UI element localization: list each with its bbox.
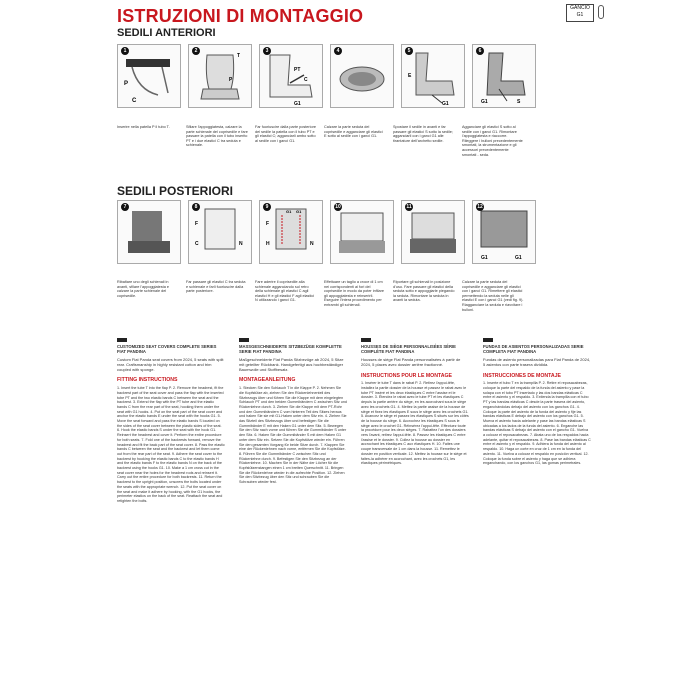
label-c: C [195, 241, 199, 247]
caption-3: Far fuoriuscire dalla parte posteriore del sedile la patella con il tubo PT e gli elastici C; agganciarli ambo sotto al sedile con i ganci G1. [255, 125, 316, 143]
page-title: ISTRUZIONI DI MONTAGGIO [117, 6, 364, 26]
caption-4: Calzare la parte seduta del coprisedile e agganciare gli elastici E sotto al sedile con i ganci G1. [324, 125, 383, 139]
step-panel-9 [259, 200, 323, 264]
step-panel-11 [401, 200, 465, 264]
col-head: MASSGESCHNEIDERTE SITZBEZÜGE KOMPLETTE SERIE FIAT PANDINA [239, 344, 342, 354]
label-g1: G1 [442, 101, 449, 107]
caption-5: Spostare il sedile in avanti e far passare gli elastici S sotto la sedile; agganciarli con i ganci G1 alle tirantature dell'archetto sedile. [393, 125, 453, 143]
caption-2: Sfilare l'appoggiatesta, calzare la parte schienale del coprisedile e fare passare la patella con il tubo inserito PT e i due elastici C tra seduta e schienale. [186, 125, 248, 148]
col-h2: INSTRUCTIONS POUR LE MONTAGE [361, 372, 452, 379]
label-c: C [132, 98, 137, 104]
flag-icon [117, 338, 127, 342]
step-panel-3 [259, 44, 323, 108]
label-c: C [304, 77, 308, 83]
flag-icon [483, 338, 493, 342]
col-body: 1. Insérer le tube T dans le rabat P. 2. Retirez l'appui-tête, installez la partie dossier de la housse et passez le rabat avec le tube PT inséré et les deux élastiques C entre l'assise et le dossier. 3. Étendez le rabat avec le tube PT et les élastiques C depuis la partie arrière du siège, en les accrochant sous le siège avec les crochets G1. 4. Mettez la partie assise de la housse de siège et fixez les élastiques E sous le siège avec les crochets G1. 5. Avancez le siège et passez les élastiques S situés sur les côtés de la housse du siège. 6. Accrochez les élastiques S sous le siège avec le crochet G1. Réinsérez l'appui-tête. Effectuez toute la procédure pour les deux sièges. 7. Rabattez l'un des dossiers vers l'avant, retirez l'appui-tête. 8. Passez les élastiques C entre l'assise et le dossier. 9. Collez la housse au dossier en accrochant les élastiques C aux élastiques H. 10. Faites une coupe transversale de 1 cm dans la housse. 11. Remettez le dossier en position verticale. 12. Mettez la housse sur le siège et faites-la adhérer en accrochant, avec les crochets G1, les élastiques périmétriques. [361, 381, 469, 466]
label-e: E [408, 73, 412, 79]
step-number: 9 [263, 203, 271, 211]
seat-finished-illustration [473, 45, 535, 107]
col-sub: Fundas de asiento personalizadas para Fiat Panda de 2024, 5 asientos con parte trasera dividida. [483, 357, 591, 367]
step-panel-10 [330, 200, 394, 264]
label-g1: G1 [515, 255, 522, 261]
language-columns [117, 338, 594, 504]
gancio-code: G1 [576, 12, 584, 18]
label-f: F [266, 221, 270, 227]
rear-backrest-illustration [189, 201, 251, 263]
rear-bench-illustration [331, 201, 393, 263]
step-number: 10 [335, 204, 341, 210]
language-col-en [117, 338, 225, 504]
gancio-legend [566, 4, 594, 22]
label-g1: G1 [294, 101, 301, 107]
step-panel-4 [330, 44, 394, 108]
col-head: CUSTOMIZED SEAT COVERS COMPLETE SERIES FIAT PANDINA [117, 344, 217, 354]
step-panel-5 [401, 44, 465, 108]
flag-icon [239, 338, 249, 342]
label-n: N [310, 241, 314, 247]
caption-12: Calzare la parte seduta del coprisedile e agganciare gli elastici con i ganci G1. Rimettere gli elastici permettendo la seduta nelle gli elastici E con i ganci G1 (vedi fig. 9). Riagganciare la seduta e riavvitare i bulloni. [462, 280, 524, 312]
step-panel-8 [188, 200, 252, 264]
caption-7: Ribaltare uno degli schienali in avanti, sfilare l'appoggiatesta e calzare la parte schienale del coprisedile. [117, 280, 170, 298]
language-col-es [483, 338, 591, 504]
caption-8: Far passare gli elastici C tra seduta e schienale e farli fuoriuscire dalla parte posteriore. [186, 280, 246, 294]
col-body: 1. Insert the tube T into the flap P. 2. Remove the headrest, fit the backrest part of the seat cover and pass the flap with the inserted tube PT and the two elastic bands C between the seat and the backrest. 3. Extend the flap with the PT tube and the elastic bands C from the rear part of the seat, hooking them under the seat with G1 hooks. 4. Put on the seat part of the seat cover and anchor the elastic bands E under the seat with the hooks G1. 5. Move the seat forward and pass the elastic bands S located on the sides of the seat cover between the plastic sides of the seat. 6. Hook the elastic bands S under the seat with the hook G1. Reinsert the headrest and cover it. Perform the entire procedure for both seats. 7. Fold one of the backrests forward, remove the headrest and fit the back part of the seat cover. 8. Pass the elastic bands C between the seat and the backrest and let them come out from the rear part of the seat. 9. Adhere the seat cover to the backrest by hooking the elastic bands C to the elastic bands H and the elastic bands F to the elastic bands N on the back of the backrest using the hooks G1. 10. Make a 1 cm cross cut in the seat cover near the holes for the headrest rods and reinsert it. Carry out the entire procedure for both backrests. 11. Return the backrest to the upright position, unscrew the bolts located under the seats with the appropriate wrench. 12. Put the seat cover on the seat and make it adhere by hooking, with the G1 hooks, the perimeter elastics on the back of the seat. Reattach the seat and retighten the bolts. [117, 386, 225, 503]
rear-seat-illustration [118, 201, 180, 263]
rear-cushion-finished-illustration [473, 201, 535, 263]
section-title-rear: SEDILI POSTERIORI [117, 184, 234, 198]
step-number: 11 [406, 204, 412, 210]
caption-6: Agganciare gli elastici S sotto al sedile con i ganci G1. Rimontare l'appoggiatesta e riaccorre. Rileggere i bulloni precedentemente smontati, la strumentazione e gli accessori precedentemente smontati - seda. [462, 125, 523, 157]
col-head: FUNDAS DE ASIENTOS PERSONALIZADAS SERIE COMPLETA FIAT PANDINA [483, 344, 584, 354]
label-g1: G1 [286, 209, 292, 214]
caption-10: Effettuare un taglio a croce di 1 cm nei corrispondenti ai fori del coprisedile in modo da poter infilare gli appoggiatesta e reinserirli. Eseguire l'intera procedimento per entrambi gli schienali. [324, 280, 384, 307]
rear-captions [117, 280, 524, 312]
step-number: 4 [334, 47, 342, 55]
label-p: P [229, 77, 233, 83]
rear-cushion-illustration [402, 201, 464, 263]
label-n: N [239, 241, 243, 247]
seat-profile-illustration [402, 45, 464, 107]
seat-cushion-illustration [331, 45, 393, 107]
caption-9: Fare aderire il coprisedile alla schienale agganciando sul retro della schienale gli elastici C agli elastici H e gli elastici F agli elastici N utilizzando i ganci G1. [255, 280, 315, 303]
col-sub: Custom Fiat Panda seat covers from 2024, 5 seats with split rear. Craftsmanship in highly resistant cotton and trim coupled with sponge. [117, 357, 224, 372]
step-number: 8 [192, 203, 200, 211]
front-captions [117, 125, 524, 157]
col-body: 1. Stecken Sie den Schlauch T in die Klappe P. 2. Nehmen Sie die Kopfstütze ab, ziehen Sie den Rückenlehnenteil des Sitzbezugs über und führen Sie die Klappe mit dem eingelegten Schlauch PT und den beiden Gummibändern C zwischen Sitz und Rückenlehne durch. 3. Ziehen Sie die Klappe mit dem PT-Rohr und den Gummibändern C vom hinteren Teil des Sitzes heraus und haken Sie sie mit G1-Haken unter dem Sitz ein. 4. Ziehen Sie das Sitzteil des Sitzbezugs über und befestigen Sie die Gummibänder E mit den Haken G1 unter dem Sitz. 5. Bewegen Sie den Sitz nach vorne und führen Sie die Gummibänder S unter den Sitz. 6. Haken Sie die Gummibänder S mit dem Haken G1 unter dem Sitz ein. Setzen Sie die Kopfstütze wieder ein. Führen Sie den gesamten Vorgang für beide Sitze durch. 7. Klappen Sie eine der Rückenlehnen nach vorne, entfernen Sie die Kopfstütze. 8. Führen Sie die Gummibänder C zwischen Sitz und Rückenlehne durch. 9. Befestigen Sie den Sitzbezug an der Rückenlehne. 10. Machen Sie in der Nähe der Löcher für die Kopfstützenstangen einen 1 cm breiten Querschnitt. 11. Bringen Sie die Rückenlehne wieder in die aufrechte Position. 12. Ziehen Sie den Sitzbezug über den Sitz und schrauben Sie die Schrauben wieder fest. [239, 386, 347, 485]
hook-icon [598, 5, 604, 19]
gancio-label: GANCIO [570, 5, 590, 11]
seat-back-illustration [189, 45, 251, 107]
step-panel-6 [472, 44, 536, 108]
col-h2: FITTING INSTRUCTIONS [117, 377, 178, 384]
step-panel-7 [117, 200, 181, 264]
label-h: H [266, 241, 270, 247]
label-s: S [517, 99, 521, 105]
front-steps-row [117, 44, 536, 108]
step-number: 1 [121, 47, 129, 55]
col-sub: Maßgeschneiderte Fiat Panda Sitzbezüge ab 2024, 5 Sitze mit geteilter Rückbank. Handgefertigt aus hochbeständiger Baumwolle und Stoffbesatz. [239, 357, 344, 372]
rear-steps-row [117, 200, 536, 264]
step-panel-12 [472, 200, 536, 264]
label-p: P [124, 81, 129, 87]
caption-11: Riportare gli schienali in posizione d'uso. Fare passare gli elastici della seduta sotto e appoggiarle piegando la seduta. Rimontare la seduta in avanti la seduta. [393, 280, 455, 303]
label-f: F [195, 221, 199, 227]
col-h2: MONTAGEANLEITUNG [239, 377, 296, 384]
label-t: T [237, 53, 241, 59]
language-col-fr [361, 338, 469, 504]
label-g1: G1 [481, 99, 488, 105]
step-number: 5 [405, 47, 413, 55]
step-panel-2 [188, 44, 252, 108]
flag-icon [361, 338, 371, 342]
label-pt: PT [294, 67, 301, 73]
step-number: 7 [121, 203, 129, 211]
step-number: 2 [192, 47, 200, 55]
rear-backrest-hooks-illustration [260, 201, 322, 263]
label-g1: G1 [296, 209, 302, 214]
col-body: 1. Inserte el tubo T en la trampilla P. 2. Retire el reposacabezas, coloque la parte del respaldo de la funda del asiento y pase la solapa con el tubo PT insertado y las dos bandas elásticas C entre el asiento y el respaldo. 3. Extienda la trampilla con el tubo PT y las bandas elásticas C desde la parte trasera del asiento, enganchándolas debajo del asiento con los ganchos G1. 4. Coloque la parte del asiento de la funda del asiento y fije las bandas elásticas E debajo del asiento con los ganchos G1. 5. Mueva el asiento hacia adelante y pase las bandas elásticas S ubicadas a los lados de la funda del asiento. 6. Enganche las bandas elásticas S debajo del asiento con el gancho G1. Vuelva a colocar el reposacabezas. 7. Abata uno de los respaldos hacia adelante, quitar el reposacabezas. 8. Pase las bandas elásticas C entre el asiento y el respaldo. 9. Adhiera la funda del asiento al respaldo. 10. Haga un corte en cruz de 1 cm en la funda del asiento. 11. Vuelva a colocar el respaldo en posición vertical. 12. Coloque la funda sobre el asiento y haga que se adhiera enganchando, con los ganchos G1, las gomas perimetrales. [483, 381, 591, 466]
caption-1: Inserire nella patella P il tubo T. [117, 125, 170, 129]
label-g1: G1 [481, 255, 488, 261]
step-number: 6 [476, 47, 484, 55]
step-panel-1 [117, 44, 181, 108]
col-h2: INSTRUCCIONES DE MONTAJE [483, 372, 562, 379]
seat-side-illustration [260, 45, 322, 107]
col-head: HOUSSES DE SIÈGE PERSONNALISÉES SÉRIE COMPLÈTE FIAT PANDINA [361, 344, 456, 354]
col-sub: Housses de siège Fiat Panda personnalisées à partir de 2024, 5 places avec dossier arrière fractionné. [361, 357, 461, 367]
seat-flap-illustration [118, 45, 180, 107]
step-number: 3 [263, 47, 271, 55]
step-number: 12 [477, 204, 483, 210]
language-col-de [239, 338, 347, 504]
section-title-front: SEDILI ANTERIORI [117, 27, 216, 39]
